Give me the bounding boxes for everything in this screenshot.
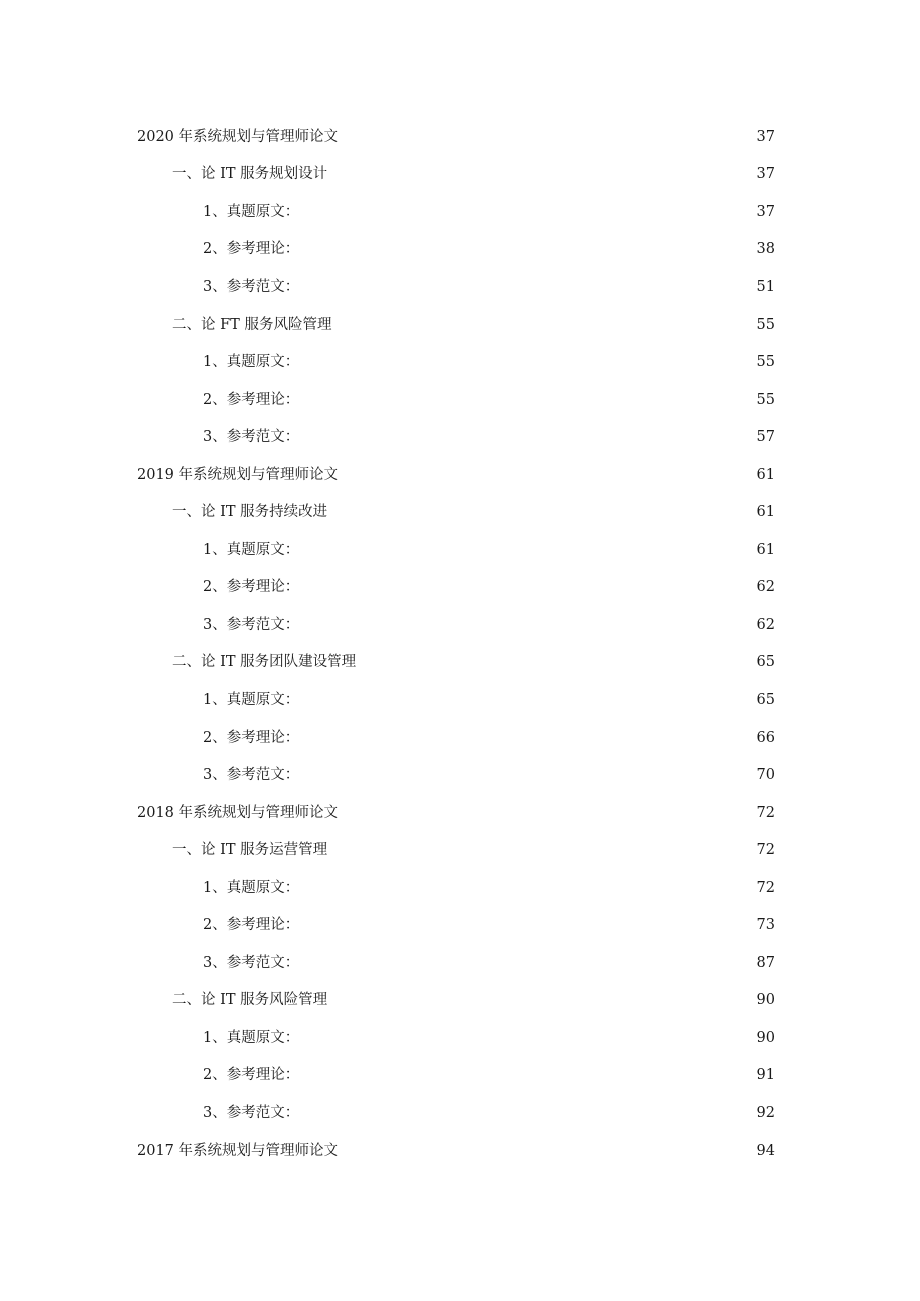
toc-entry[interactable]: [0, 231, 920, 269]
toc-entry-title: 2、参考理论：: [203, 241, 300, 258]
toc-dot-leader: [334, 315, 750, 335]
toc-entry[interactable]: [0, 831, 920, 869]
toc-page-number: 61: [756, 466, 775, 483]
toc-page-number: 37: [756, 128, 775, 145]
toc-dot-leader: [302, 690, 750, 710]
toc-entry-title: 3、参考范文：: [203, 278, 300, 295]
toc-page-number: 72: [756, 842, 775, 859]
toc-page-number: 51: [756, 278, 775, 295]
toc-entry[interactable]: [0, 681, 920, 719]
toc-page-number: 65: [756, 691, 775, 708]
toc-entry[interactable]: [0, 1094, 920, 1132]
toc-dot-leader: [302, 728, 750, 748]
toc-entry[interactable]: [0, 381, 920, 419]
toc-page-number: 72: [756, 804, 775, 821]
toc-dot-leader: [302, 540, 750, 560]
toc-dot-leader: [330, 164, 750, 184]
toc-entry-title: 1、真题原文：: [203, 879, 300, 896]
toc-entry[interactable]: [0, 606, 920, 644]
toc-page-number: 37: [756, 166, 775, 183]
toc-dot-leader: [302, 1103, 750, 1123]
toc-entry-title: 3、参考范文：: [203, 954, 300, 971]
toc-entry-title: 一、论 IT 服务规划设计: [172, 166, 328, 183]
toc-dot-leader: [302, 1065, 750, 1085]
toc-dot-leader: [330, 990, 750, 1010]
toc-entry-title: 二、论 FT 服务风险管理: [172, 316, 332, 333]
toc-entry[interactable]: [0, 1132, 920, 1170]
toc-entry-title: 2019 年系统规划与管理师论文: [137, 466, 339, 483]
toc-page-number: 94: [756, 1142, 775, 1159]
toc-entry[interactable]: [0, 156, 920, 194]
toc-entry[interactable]: [0, 794, 920, 832]
toc-page-number: 62: [756, 579, 775, 596]
toc-entry-title: 2、参考理论：: [203, 917, 300, 934]
toc-entry[interactable]: [0, 906, 920, 944]
toc-entry[interactable]: [0, 569, 920, 607]
toc-dot-leader: [341, 465, 750, 485]
toc-page-number: 55: [756, 354, 775, 371]
toc-entry-title: 3、参考范文：: [203, 616, 300, 633]
toc-dot-leader: [302, 577, 750, 597]
toc-page-number: 66: [756, 729, 775, 746]
toc-page-number: 91: [756, 1067, 775, 1084]
toc-entry-title: 1、真题原文：: [203, 1029, 300, 1046]
toc-entry-title: 1、真题原文：: [203, 354, 300, 371]
toc-entry-title: 1、真题原文：: [203, 541, 300, 558]
toc-entry[interactable]: [0, 869, 920, 907]
toc-page-number: 57: [756, 429, 775, 446]
toc-entry-title: 2018 年系统规划与管理师论文: [137, 804, 339, 821]
toc-dot-leader: [302, 277, 750, 297]
toc-entry-title: 1、真题原文：: [203, 691, 300, 708]
toc-page-number: 90: [756, 992, 775, 1009]
toc-dot-leader: [341, 1141, 750, 1161]
toc-entry-title: 2、参考理论：: [203, 729, 300, 746]
toc-page-number: 61: [756, 504, 775, 521]
toc-page-number: 73: [756, 917, 775, 934]
toc-dot-leader: [302, 953, 750, 973]
toc-page-number: 62: [756, 616, 775, 633]
toc-entry-title: 3、参考范文：: [203, 1104, 300, 1121]
toc-entry[interactable]: [0, 193, 920, 231]
toc-entry[interactable]: [0, 118, 920, 156]
toc-entry-title: 二、论 IT 服务团队建设管理: [172, 654, 357, 671]
toc-entry[interactable]: [0, 944, 920, 982]
toc-entry[interactable]: [0, 456, 920, 494]
toc-entry[interactable]: [0, 719, 920, 757]
toc-entry-title: 2017 年系统规划与管理师论文: [137, 1142, 339, 1159]
toc-page-number: 92: [756, 1104, 775, 1121]
toc-dot-leader: [341, 803, 750, 823]
toc-entry[interactable]: [0, 531, 920, 569]
toc-dot-leader: [302, 878, 750, 898]
table-of-contents: [0, 118, 920, 1169]
toc-dot-leader: [330, 840, 750, 860]
toc-entry-title: 一、论 IT 服务运营管理: [172, 842, 328, 859]
toc-page-number: 87: [756, 954, 775, 971]
toc-dot-leader: [302, 390, 750, 410]
toc-dot-leader: [302, 615, 750, 635]
toc-entry-title: 2、参考理论：: [203, 1067, 300, 1084]
toc-dot-leader: [302, 427, 750, 447]
toc-entry[interactable]: [0, 343, 920, 381]
toc-dot-leader: [359, 652, 750, 672]
toc-entry-title: 3、参考范文：: [203, 429, 300, 446]
toc-page-number: 37: [756, 203, 775, 220]
toc-entry-title: 一、论 IT 服务持续改进: [172, 504, 328, 521]
toc-page-number: 65: [756, 654, 775, 671]
toc-entry[interactable]: [0, 1057, 920, 1095]
toc-dot-leader: [302, 915, 750, 935]
toc-entry[interactable]: [0, 982, 920, 1020]
toc-dot-leader: [330, 502, 750, 522]
toc-page-number: 55: [756, 316, 775, 333]
toc-page-number: 61: [756, 541, 775, 558]
toc-entry[interactable]: [0, 268, 920, 306]
toc-entry[interactable]: [0, 644, 920, 682]
toc-entry[interactable]: [0, 493, 920, 531]
toc-dot-leader: [302, 202, 750, 222]
toc-entry-title: 2、参考理论：: [203, 391, 300, 408]
toc-dot-leader: [302, 352, 750, 372]
toc-page-number: 90: [756, 1029, 775, 1046]
toc-entry[interactable]: [0, 1019, 920, 1057]
toc-entry[interactable]: [0, 306, 920, 344]
toc-entry-title: 2、参考理论：: [203, 579, 300, 596]
toc-page-number: 38: [756, 241, 775, 258]
toc-entry-title: 3、参考范文：: [203, 767, 300, 784]
toc-entry[interactable]: [0, 756, 920, 794]
toc-page-number: 70: [756, 767, 775, 784]
toc-dot-leader: [302, 239, 750, 259]
toc-entry[interactable]: [0, 418, 920, 456]
toc-dot-leader: [341, 127, 750, 147]
toc-page-number: 55: [756, 391, 775, 408]
toc-dot-leader: [302, 765, 750, 785]
toc-page-number: 72: [756, 879, 775, 896]
toc-entry-title: 1、真题原文：: [203, 203, 300, 220]
toc-entry-title: 二、论 IT 服务风险管理: [172, 992, 328, 1009]
toc-entry-title: 2020 年系统规划与管理师论文: [137, 128, 339, 145]
toc-dot-leader: [302, 1028, 750, 1048]
